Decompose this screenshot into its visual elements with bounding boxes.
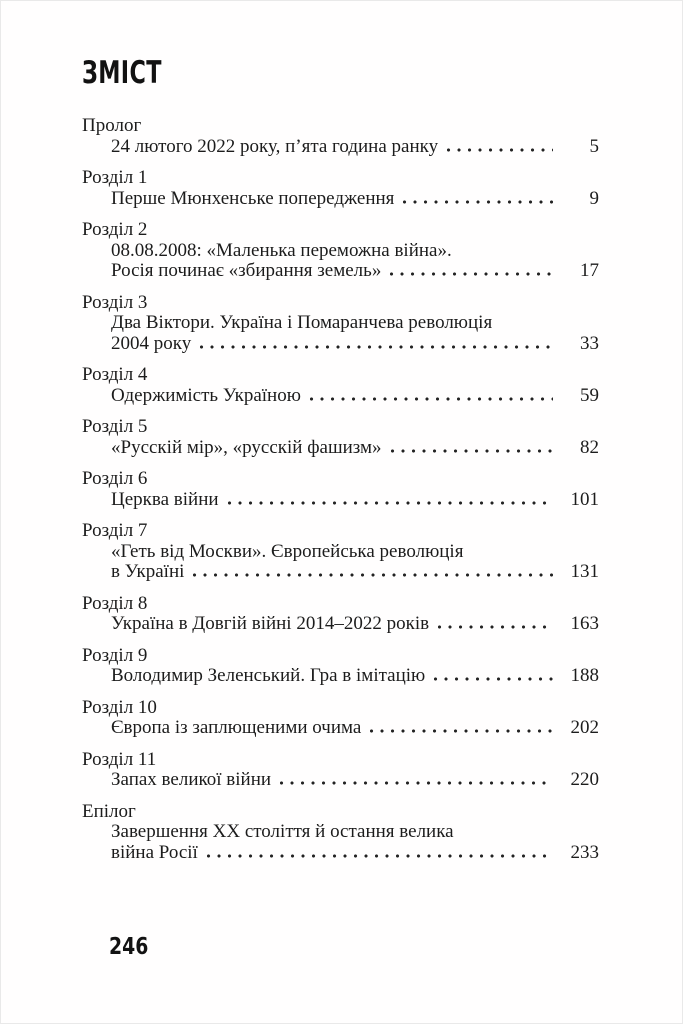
toc-entry-line — [82, 614, 599, 635]
toc-entry — [82, 802, 599, 864]
toc-entry-title: Два Віктори. Україна і Помаранчева революція — [111, 312, 493, 333]
toc-list — [82, 116, 599, 863]
toc-entry-line — [82, 822, 599, 843]
toc-entry — [82, 365, 599, 406]
toc-entry — [82, 417, 599, 458]
toc-entry-page-number: 17 — [580, 260, 599, 281]
toc-entry — [82, 116, 599, 157]
dot-leader — [193, 573, 553, 577]
toc-entry — [82, 521, 599, 583]
toc-entry-page-number: 5 — [589, 135, 599, 157]
dot-leader — [310, 397, 553, 401]
toc-entry-line — [82, 718, 599, 739]
toc-entry-heading: Розділ 6 — [82, 468, 148, 489]
toc-entry-title: війна Росії — [111, 841, 198, 863]
toc-entry-title: Завершення XX століття й остання велика — [111, 821, 454, 842]
toc-entry-title: 2004 року — [111, 332, 192, 354]
toc-entry-line — [82, 261, 599, 282]
dot-leader — [447, 148, 553, 152]
toc-entry-heading: Розділ 1 — [82, 167, 148, 188]
toc-entry-title: «Геть від Москви». Європейська революція — [111, 540, 464, 562]
toc-entry-heading: Розділ 7 — [82, 520, 148, 541]
toc-entry-line — [82, 313, 599, 334]
toc-entry-line — [82, 386, 599, 407]
toc-entry-title: Європа із заплющеними очима — [111, 717, 362, 738]
toc-entry-title: Володимир Зеленський. Гра в імітацію — [111, 665, 426, 686]
dot-leader — [370, 729, 553, 733]
toc-entry-title: Запах великої війни — [111, 769, 272, 790]
toc-entry-heading: Розділ 2 — [82, 219, 148, 240]
toc-entry-title: 08.08.2008: «Маленька переможна війна». — [111, 239, 452, 261]
toc-entry-page-number: 9 — [589, 187, 599, 209]
toc-entry-line — [82, 189, 599, 210]
toc-entry-page-number: 82 — [580, 436, 599, 458]
toc-entry-title: в Україні — [111, 561, 185, 582]
dot-leader — [434, 677, 553, 681]
toc-entry — [82, 646, 599, 687]
toc-entry-heading: Епілог — [82, 800, 136, 822]
toc-entry-line — [82, 137, 599, 158]
toc-entry-page-number: 59 — [580, 384, 599, 406]
toc-entry-title: Церква війни — [111, 488, 219, 510]
toc-entry-page-number: 233 — [570, 841, 599, 863]
toc-entry-heading: Розділ 4 — [82, 364, 148, 385]
toc-entry-title: Перше Мюнхенське попередження — [111, 187, 395, 209]
toc-entry-title: Росія починає «збирання земель» — [111, 260, 382, 281]
dot-leader — [207, 854, 553, 858]
page-title: ЗМІСТ — [82, 55, 162, 91]
toc-entry-line — [82, 490, 599, 511]
toc-entry — [82, 750, 599, 791]
toc-entry-heading: Розділ 3 — [82, 291, 148, 313]
dot-leader — [228, 501, 553, 505]
dot-leader — [403, 200, 553, 204]
toc-entry-heading: Розділ 11 — [82, 748, 157, 770]
toc-entry-heading: Розділ 9 — [82, 644, 148, 666]
toc-entry-title: Україна в Довгій війні 2014–2022 років — [111, 613, 430, 634]
toc-entry-title: Одержимість Україною — [111, 384, 301, 406]
toc-entry-line — [82, 562, 599, 583]
folio-page-number: 246 — [109, 934, 149, 960]
toc-entry-page-number: 220 — [570, 769, 599, 790]
toc-entry-page-number: 131 — [570, 561, 599, 582]
toc-entry-line — [82, 542, 599, 563]
toc-entry-heading: Розділ 5 — [82, 416, 148, 437]
toc-entry-page-number: 163 — [570, 613, 599, 634]
toc-entry — [82, 594, 599, 635]
toc-entry-page-number: 33 — [580, 332, 599, 354]
toc-entry-page-number: 188 — [570, 665, 599, 686]
toc-entry-page-number: 101 — [570, 488, 599, 510]
toc-entry-line — [82, 438, 599, 459]
dot-leader — [280, 781, 553, 785]
toc-entry — [82, 220, 599, 282]
toc-entry-title: 24 лютого 2022 року, п’ята година ранку — [111, 135, 439, 157]
dot-leader — [200, 345, 553, 349]
dot-leader — [391, 449, 553, 453]
toc-entry — [82, 293, 599, 355]
toc-entry-line — [82, 334, 599, 355]
toc-entry-heading: Розділ 8 — [82, 592, 148, 614]
toc-entry-line — [82, 666, 599, 687]
toc-entry — [82, 469, 599, 510]
toc-entry-line — [82, 843, 599, 864]
toc-entry-heading: Розділ 10 — [82, 696, 157, 718]
dot-leader — [438, 625, 553, 629]
toc-entry-title: «Русскій мір», «русскій фашизм» — [111, 436, 382, 458]
dot-leader — [390, 272, 553, 276]
toc-entry-page-number: 202 — [570, 717, 599, 738]
toc-entry-heading: Пролог — [82, 115, 142, 136]
toc-entry — [82, 168, 599, 209]
toc-entry-line — [82, 770, 599, 791]
toc-entry — [82, 698, 599, 739]
toc-entry-line — [82, 241, 599, 262]
